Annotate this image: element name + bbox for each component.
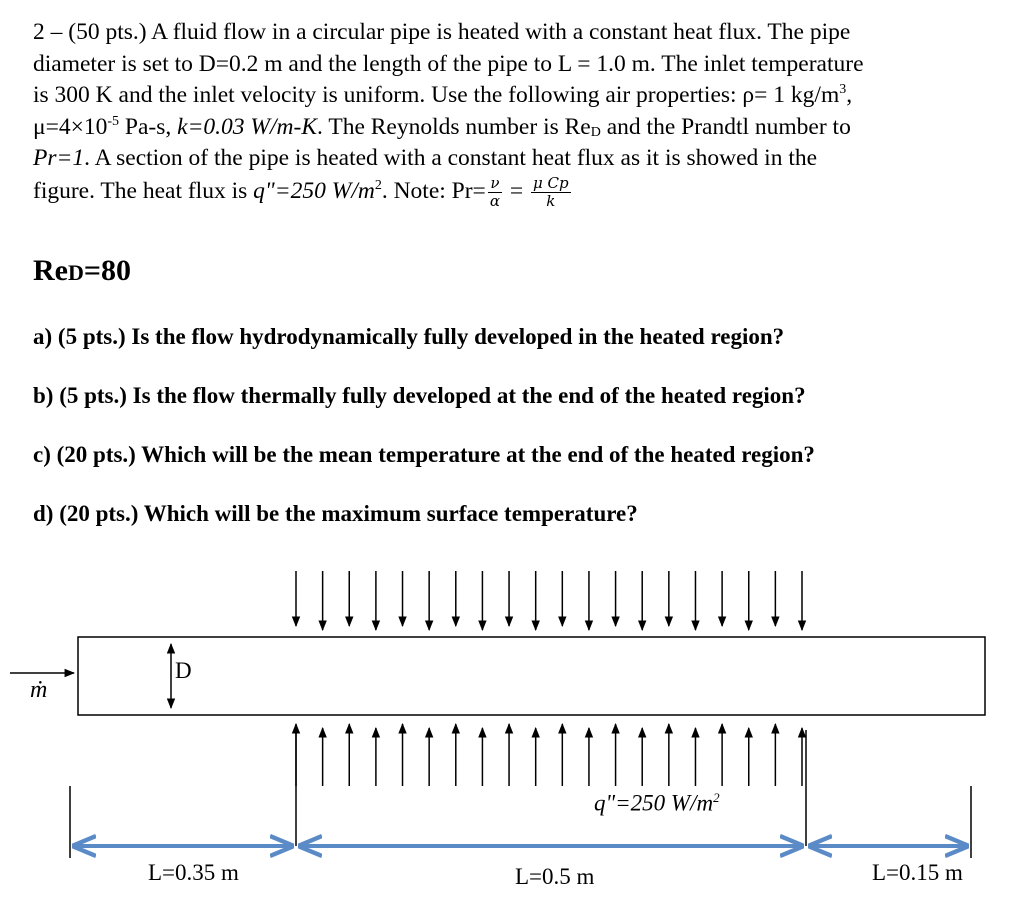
heatflux-text: q"=250 W/m <box>253 177 375 204</box>
reynolds-sentence: . The Reynolds number is Re <box>317 113 591 140</box>
diameter-label: D <box>175 658 192 683</box>
problem-line-6: figure. The heat flux is <box>33 177 254 204</box>
heat-flux-arrows-bottom <box>296 724 802 786</box>
pipe-body <box>78 637 985 715</box>
fraction-2-denominator: k <box>546 191 556 210</box>
problem-line-1: 2 – (50 pts.) A fluid flow in a circular pipe is heated with a constant heat flux. The pipe <box>33 19 851 45</box>
segment-1-length: L=0.35 m <box>148 860 239 885</box>
question-c: c) (20 pts.) Which will be the mean temperature at the end of the heated region? <box>33 442 815 467</box>
viscosity-text: μ=4×10 <box>33 113 108 140</box>
fraction-2-numerator: μ Cp <box>532 173 569 192</box>
equals-sign: = <box>503 177 529 204</box>
density-exponent: 3 <box>839 82 847 97</box>
problem-line-5: . A section of the pipe is heated with a constant heat flux as it is showed in the <box>84 145 818 171</box>
problem-line-2: diameter is set to D=0.2 m and the length of the pipe to L = 1.0 m. The inlet temperature <box>33 50 864 77</box>
reynolds-subscript: D <box>590 124 601 140</box>
viscosity-unit: Pa-s, <box>119 113 178 140</box>
reynolds-value: =80 <box>83 254 131 287</box>
prandtl-value: Pr=1 <box>33 145 85 171</box>
problem-line-3: is 300 K and the inlet velocity is uniform. Use the following air properties: ρ= 1 kg/m <box>33 82 840 108</box>
reynolds-heading-subscript: D <box>67 260 84 285</box>
question-d: d) (20 pts.) Which will be the maximum surface temperature? <box>33 501 638 526</box>
segment-3-length: L=0.15 m <box>872 860 963 885</box>
heatflux-exponent: 2 <box>374 177 382 193</box>
prandtl-note: . Note: Pr= <box>381 177 486 204</box>
segment-2-length: L=0.5 m <box>515 864 595 889</box>
heat-flux-label <box>594 790 720 817</box>
heat-flux-label-exponent: 2 <box>713 790 720 805</box>
mass-flow-label: ṁ <box>30 677 48 703</box>
conductivity-text: k=0.03 W/m-K <box>177 113 318 140</box>
heat-flux-arrows-top <box>296 571 802 630</box>
fraction-1-numerator: ν <box>488 175 502 193</box>
question-b: b) (5 pts.) Is the flow thermally fully developed at the end of the heated region? <box>33 383 806 408</box>
reynolds-label: Re <box>33 254 68 287</box>
prandtl-sentence: and the Prandtl number to <box>600 113 851 140</box>
viscosity-exponent: -5 <box>107 113 120 129</box>
question-a: a) (5 pts.) Is the flow hydrodynamically fully developed in the heated region? <box>33 324 785 349</box>
problem-line-3-end: , <box>846 82 853 108</box>
fraction-1-denominator: α <box>489 191 500 210</box>
heat-flux-label-text: q"=250 W/m <box>594 790 714 816</box>
